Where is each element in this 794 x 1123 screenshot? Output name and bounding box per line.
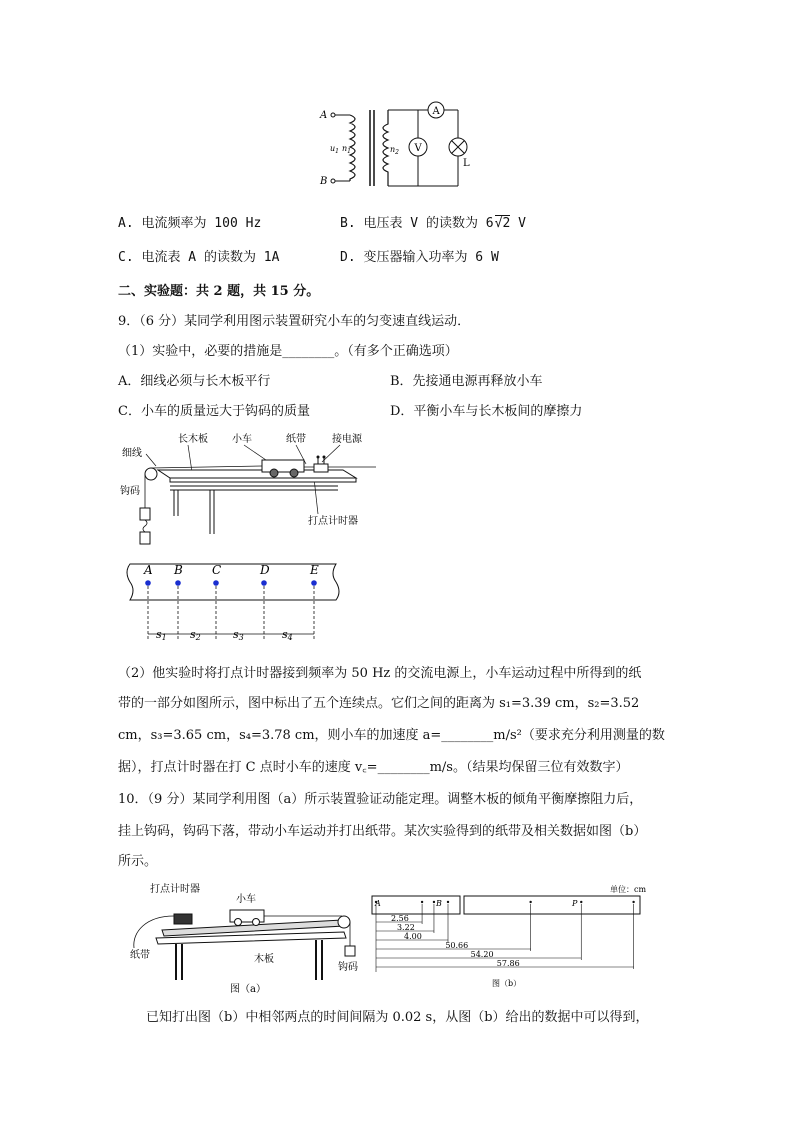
pulley (145, 468, 157, 480)
q10-line1: 10．（9 分）某同学利用图（a）所示装置验证动能定理。调整木板的倾角平衡摩擦阻力后， (118, 792, 643, 807)
tape-segment-label: s2 (190, 628, 201, 642)
q9-option-b: B．先接通电源再释放小车 (390, 374, 543, 389)
fig-b-point-a: A (375, 899, 381, 908)
tape-point-label: E (310, 563, 319, 577)
weights-label: 钩码 (120, 486, 140, 497)
fig-a-weights-label: 钩码 (338, 962, 358, 973)
fig-a-timer (174, 914, 192, 924)
secondary-coil (383, 110, 388, 186)
n2-label: $n_2$ (390, 145, 399, 156)
fig-b-dimension-label: 54.20 (470, 950, 494, 959)
fig-b-tick-dot (433, 901, 435, 903)
q8-option-a: A. 电流频率为 100 Hz (118, 216, 262, 231)
timer-label: 打点计时器 (308, 516, 358, 527)
section-heading: 二、实验题：共 2 题，共 15 分。 (118, 284, 320, 299)
q10-last-line: 已知打出图（b）中相邻两点的时间间隔为 0.02 s，从图（b）给出的数据中可以得到， (146, 1010, 649, 1025)
tape-segment-label: s4 (282, 628, 293, 642)
q9-stem: 9．（6 分）某同学利用图示装置研究小车的匀变速直线运动． (118, 314, 471, 329)
q9-part2-line4: 据），打点计时器在打 C 点时小车的速度 v꜀=________m/s。（结果均保留三位有效数字） (118, 760, 629, 775)
fig-b-tick-dot (447, 901, 449, 903)
q9-apparatus-figure (118, 430, 380, 555)
q9-part2-line1: （2）他实验时将打点计时器接到频率为 50 Hz 的交流电源上，小车运动过程中所得到的纸 (118, 666, 642, 681)
fig-b-tick-dot (632, 901, 634, 903)
q9-part2-line2: 带的一部分如图所示，图中标出了五个连续点。它们之间的距离为 s₁=3.39 cm，s₂=3.52 (118, 696, 640, 711)
q10-figure-a (126, 880, 366, 998)
voltmeter-label: V (414, 143, 422, 154)
tape-point-dot (175, 580, 181, 586)
fig-b-dimension-label: 3.22 (396, 923, 415, 932)
fig-a-weight (345, 946, 355, 956)
q8-option-b: B. 电压表 V 的读数为 6√2 V (340, 216, 526, 231)
q9-tape-figure (118, 558, 348, 648)
hanging-weight-1 (140, 508, 150, 520)
tape-point-dot (213, 580, 219, 586)
q10-figure-b (366, 882, 656, 990)
fig-b-dimension-label: 4.00 (404, 932, 422, 941)
q9-part2-line3: cm，s₃=3.65 cm，s₄=3.78 cm，则小车的加速度 a=________m/s²（要求充分利用测量的数 (118, 728, 665, 743)
terminal-a-label: A (320, 110, 328, 121)
fig-b-dimension-label: 2.56 (391, 914, 409, 923)
fig-b-unit-label: 单位：cm (610, 885, 647, 894)
q9-option-d: D．平衡小车与长木板间的摩擦力 (390, 404, 583, 419)
fig-b-tape-right (464, 896, 640, 914)
timer-body (314, 464, 328, 472)
fig-b-tick-dot (529, 901, 531, 903)
fig-b-dimension-label: 50.66 (445, 941, 469, 950)
fig-b-dimension-label: 57.86 (496, 959, 520, 968)
terminal-b-label: B (320, 176, 328, 187)
fig-b-point-b: B (436, 899, 442, 908)
tape-point-label: D (260, 563, 270, 577)
fig-a-board-label: 木板 (254, 954, 274, 965)
tape-point-dot (145, 580, 151, 586)
string-line (151, 466, 262, 468)
transformer-circuit-figure (318, 100, 483, 192)
q9-option-c: C．小车的质量远大于钩码的质量 (118, 404, 310, 419)
tape-label: 纸带 (286, 434, 306, 445)
cart (262, 460, 304, 472)
tape-point-label: A (144, 563, 153, 577)
q8-option-d: D. 变压器输入功率为 6 W (340, 250, 499, 265)
tape-segment-label: s1 (156, 628, 167, 642)
q8-option-c: C. 电流表 A 的读数为 1A (118, 250, 280, 265)
terminal-a (331, 113, 335, 117)
fig-b-tick-dot (580, 901, 582, 903)
fig-a-caption: 图（a） (230, 984, 266, 995)
fig-b-tick-dot (421, 901, 423, 903)
string-label: 细线 (122, 448, 142, 459)
fig-b-caption: 图（b） (492, 979, 522, 988)
tape-point-label: B (174, 563, 183, 577)
fig-b-point-p: P (572, 899, 578, 908)
q9-part1: （1）实验中，必要的措施是________。（有多个正确选项） (118, 344, 458, 359)
u1-label: $u_1$ (330, 144, 339, 155)
power-label: 接电源 (332, 434, 362, 445)
cart-label: 小车 (232, 434, 252, 445)
tape-segment-label: s3 (233, 628, 244, 642)
tape-point-dot (311, 580, 317, 586)
fig-b-tape-left (372, 896, 460, 914)
q9-option-a: A．细线必须与长木板平行 (118, 374, 271, 389)
tape-point-label: C (212, 563, 222, 577)
hanging-weight-2 (140, 532, 150, 544)
n1-label: $n_1$ (342, 144, 351, 155)
q10-line3: 所示。 (118, 854, 158, 869)
board-label: 长木板 (178, 434, 208, 445)
ammeter-label: A (432, 106, 440, 117)
fig-a-timer-label: 打点计时器 (150, 884, 200, 895)
tape-point-dot (261, 580, 267, 586)
fig-a-tape-label: 纸带 (130, 950, 150, 961)
terminal-b (331, 179, 335, 183)
lamp-label: L (463, 158, 470, 169)
tape-outline (127, 564, 339, 600)
fig-a-cart-label: 小车 (236, 894, 256, 905)
q10-line2: 挂上钩码，钩码下落，带动小车运动并打出纸带。某次实验得到的纸带及相关数据如图（b） (118, 824, 647, 839)
